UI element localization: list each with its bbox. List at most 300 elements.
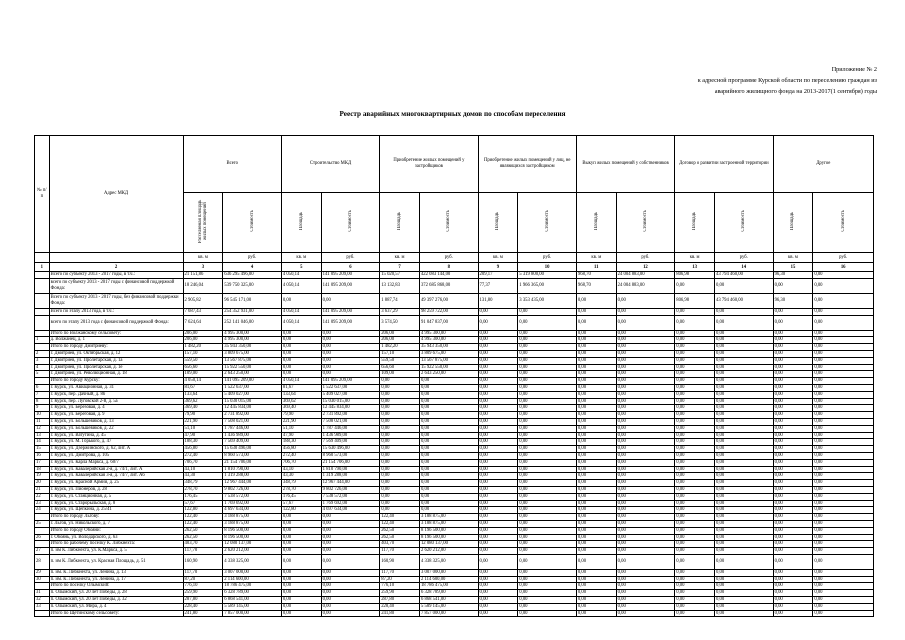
- value-cell: 0,00: [616, 293, 675, 308]
- value-cell: 0,00: [478, 452, 518, 459]
- value-cell: 0,00: [518, 466, 577, 473]
- value-cell: 1 787 446,00: [321, 425, 380, 432]
- value-cell: 0,00: [675, 534, 715, 541]
- value-cell: 0,00: [478, 480, 518, 487]
- value-cell: 0,00: [773, 459, 813, 466]
- row-number: 31: [35, 590, 50, 597]
- value-cell: 0,00: [616, 507, 675, 514]
- value-cell: 0,00: [478, 405, 518, 412]
- value-cell: 0,00: [380, 405, 420, 412]
- value-cell: 4 050,14: [281, 308, 321, 315]
- value-cell: 0,00: [478, 610, 518, 617]
- value-cell: 0,00: [813, 590, 874, 597]
- value-cell: 57,67: [183, 500, 223, 507]
- address-cell: всего по этапу 2013 года с финансовой поддержкой Фонда:: [49, 315, 183, 330]
- value-cell: 0,00: [419, 439, 478, 446]
- value-cell: 0,00: [773, 610, 813, 617]
- value-cell: 0,00: [714, 412, 773, 419]
- value-cell: 8 196 500,00: [223, 527, 282, 534]
- value-cell: 0,00: [813, 466, 874, 473]
- subheader-area: Площадь: [478, 193, 518, 253]
- value-cell: 0,00: [813, 293, 874, 308]
- value-cell: 0,00: [616, 534, 675, 541]
- value-cell: 0,00: [518, 357, 577, 364]
- value-cell: 0,00: [321, 597, 380, 604]
- value-cell: 122,80: [281, 507, 321, 514]
- value-cell: 206,00: [183, 330, 223, 337]
- value-cell: 141 095 209,00: [321, 378, 380, 385]
- value-cell: 0,00: [478, 398, 518, 405]
- value-cell: 0,00: [576, 308, 616, 315]
- value-cell: 0,00: [714, 315, 773, 330]
- value-cell: 0,00: [714, 384, 773, 391]
- value-cell: 278,70: [183, 486, 223, 493]
- value-cell: 0,00: [714, 439, 773, 446]
- value-cell: 0,00: [616, 350, 675, 357]
- value-cell: 0,00: [518, 610, 577, 617]
- value-cell: 0,00: [773, 330, 813, 337]
- value-cell: 87,20: [380, 576, 420, 583]
- value-cell: 0,00: [773, 486, 813, 493]
- value-cell: 0,00: [773, 597, 813, 604]
- value-cell: 0,00: [773, 576, 813, 583]
- value-cell: 4 050,14: [281, 315, 321, 330]
- row-number: 4: [35, 364, 50, 371]
- value-cell: 0,00: [813, 507, 874, 514]
- value-cell: 0,00: [380, 398, 420, 405]
- value-cell: 0,00: [281, 603, 321, 610]
- value-cell: 0,00: [675, 459, 715, 466]
- value-cell: 0,00: [576, 439, 616, 446]
- value-cell: 0,00: [675, 576, 715, 583]
- value-cell: 0,00: [813, 439, 874, 446]
- row-number: 17: [35, 459, 50, 466]
- value-cell: 2 905,82: [183, 293, 223, 308]
- row-number: 21: [35, 486, 50, 493]
- value-cell: 0,00: [714, 418, 773, 425]
- table-row: [35, 493, 874, 500]
- value-cell: 0,00: [518, 500, 577, 507]
- value-cell: 8 196 500,00: [223, 534, 282, 541]
- value-cell: 0,00: [380, 452, 420, 459]
- value-cell: 0,00: [321, 520, 380, 527]
- value-cell: 0,00: [518, 554, 577, 569]
- row-number: 5: [35, 371, 50, 378]
- value-cell: 0,00: [773, 452, 813, 459]
- value-cell: 0,00: [675, 330, 715, 337]
- value-cell: 0,00: [773, 418, 813, 425]
- address-cell: п. Олымский, ул. 20 лет Победы, д. 28: [49, 590, 183, 597]
- value-cell: 4 338 325,00: [223, 554, 282, 569]
- value-cell: 0,00: [281, 350, 321, 357]
- value-cell: 35 943 350,00: [419, 344, 478, 351]
- value-cell: 0,00: [616, 378, 675, 385]
- row-number: 13: [35, 432, 50, 439]
- column-number: 16: [813, 263, 874, 272]
- value-cell: 0,00: [518, 405, 577, 412]
- value-cell: 0,00: [419, 459, 478, 466]
- value-cell: 0,00: [773, 439, 813, 446]
- value-cell: 176,45: [281, 493, 321, 500]
- value-cell: 0,00: [478, 378, 518, 385]
- address-cell: г. Курск, ул. Дмитрова, д. 105: [49, 452, 183, 459]
- value-cell: 0,00: [380, 473, 420, 480]
- value-cell: 0,00: [773, 432, 813, 439]
- value-cell: 0,00: [616, 514, 675, 521]
- value-cell: 0,00: [518, 507, 577, 514]
- value-cell: 968,70: [576, 272, 616, 279]
- value-cell: 43 794 460,00: [714, 293, 773, 308]
- value-cell: 0,00: [576, 378, 616, 385]
- value-cell: 0,00: [714, 534, 773, 541]
- value-cell: 4 050,14: [281, 278, 321, 293]
- address-cell: г. Курск, ул. М. Горького, д. 47: [49, 439, 183, 446]
- value-cell: 0,00: [478, 439, 518, 446]
- value-cell: 0,00: [576, 425, 616, 432]
- value-cell: 0,00: [321, 364, 380, 371]
- value-cell: 13 132,83: [380, 278, 420, 293]
- value-cell: 0,00: [616, 590, 675, 597]
- value-cell: 0,00: [675, 480, 715, 487]
- address-cell: г. Дмитриев, ул. Революционная, д. 18: [49, 371, 183, 378]
- value-cell: 0,00: [518, 446, 577, 453]
- value-cell: 0,00: [813, 391, 874, 398]
- value-cell: 3 574,50: [380, 315, 420, 330]
- header-purchase-others: Приобретение жилых помещений у лиц, не являющихся застройщиком: [478, 136, 576, 193]
- address-cell: г. Курск, ул. Дзержинского, д. 62, лит. А: [49, 446, 183, 453]
- value-cell: 0,00: [773, 520, 813, 527]
- subheader-cost: Стоимость: [223, 193, 282, 253]
- value-cell: 0,00: [616, 548, 675, 555]
- value-cell: 47,90: [281, 432, 321, 439]
- value-cell: 0,00: [616, 583, 675, 590]
- value-cell: 3 007 000,00: [419, 569, 478, 576]
- value-cell: 1 810 790,00: [223, 466, 282, 473]
- value-cell: 77,37: [478, 278, 518, 293]
- value-cell: 18 246,04: [183, 278, 223, 293]
- value-cell: 0,00: [576, 398, 616, 405]
- value-cell: 0,00: [675, 398, 715, 405]
- row-number: 19: [35, 473, 50, 480]
- value-cell: 0,00: [321, 534, 380, 541]
- value-cell: 0,00: [321, 293, 380, 308]
- value-cell: 0,00: [675, 412, 715, 419]
- value-cell: 0,00: [321, 610, 380, 617]
- value-cell: 0,00: [714, 597, 773, 604]
- address-cell: г. Курск, ул. Старорыльская, д. 8: [49, 500, 183, 507]
- value-cell: 259,90: [183, 590, 223, 597]
- value-cell: 3 188 875,00: [419, 514, 478, 521]
- value-cell: 0,00: [518, 597, 577, 604]
- value-cell: 0,00: [813, 384, 874, 391]
- value-cell: 0,00: [773, 590, 813, 597]
- value-cell: 2 643 250,00: [419, 371, 478, 378]
- table-row: [35, 344, 874, 351]
- value-cell: 3 188 875,00: [223, 520, 282, 527]
- value-cell: 0,00: [478, 500, 518, 507]
- value-cell: 369,62: [183, 398, 223, 405]
- value-cell: 1 319 288,00: [223, 473, 282, 480]
- column-number: 8: [419, 263, 478, 272]
- address-cell: Итого по городу Дмитриеву:: [49, 344, 183, 351]
- value-cell: 0,00: [773, 278, 813, 293]
- value-cell: 0,00: [478, 432, 518, 439]
- value-cell: 131,80: [478, 293, 518, 308]
- value-cell: 0,00: [576, 371, 616, 378]
- value-cell: 122,40: [183, 520, 223, 527]
- address-cell: г. Дмитриев, ул. Октябрьская, д. 12: [49, 350, 183, 357]
- value-cell: 0,00: [576, 480, 616, 487]
- table-row: [35, 500, 874, 507]
- value-cell: 0,00: [714, 405, 773, 412]
- value-cell: 15 922 550,00: [419, 364, 478, 371]
- value-cell: 0,00: [675, 418, 715, 425]
- row-number: 18: [35, 466, 50, 473]
- value-cell: 0,00: [714, 590, 773, 597]
- value-cell: 1 522 637,00: [223, 384, 282, 391]
- table-row: [35, 293, 874, 308]
- value-cell: 539 750 325,00: [223, 278, 282, 293]
- address-cell: г. Курск, пер. Дачный, д. 8б: [49, 391, 183, 398]
- value-cell: 0,00: [675, 583, 715, 590]
- value-cell: 9 802 726,00: [321, 486, 380, 493]
- table-row: [35, 583, 874, 590]
- value-cell: 0,00: [518, 371, 577, 378]
- value-cell: 0,00: [714, 576, 773, 583]
- appendix-line-1: Приложение № 2: [831, 66, 877, 73]
- value-cell: 0,00: [576, 473, 616, 480]
- value-cell: 456,80: [281, 446, 321, 453]
- value-cell: 87,20: [183, 576, 223, 583]
- value-cell: 0,00: [576, 590, 616, 597]
- value-cell: 176,45: [183, 493, 223, 500]
- value-cell: 0,00: [419, 480, 478, 487]
- value-cell: 0,00: [321, 569, 380, 576]
- value-cell: 0,00: [813, 315, 874, 330]
- value-cell: 6 328 789,00: [223, 590, 282, 597]
- value-cell: 0,00: [419, 500, 478, 507]
- value-cell: 81,67: [281, 384, 321, 391]
- value-cell: 262,50: [183, 527, 223, 534]
- value-cell: 6 868 541,00: [223, 597, 282, 604]
- value-cell: 0,00: [714, 425, 773, 432]
- value-cell: 0,00: [380, 425, 420, 432]
- value-cell: 0,00: [616, 412, 675, 419]
- value-cell: 0,00: [478, 330, 518, 337]
- value-cell: 0,00: [675, 357, 715, 364]
- table-row: [35, 446, 874, 453]
- value-cell: 0,00: [576, 466, 616, 473]
- value-cell: 806,98: [675, 293, 715, 308]
- value-cell: 0,00: [773, 569, 813, 576]
- value-cell: 0,00: [675, 541, 715, 548]
- header-num: № п/п: [35, 136, 50, 253]
- value-cell: 8 960 573,00: [223, 452, 282, 459]
- value-cell: 0,00: [478, 459, 518, 466]
- row-number: 33: [35, 603, 50, 610]
- value-cell: 0,00: [675, 590, 715, 597]
- value-cell: 0,00: [576, 534, 616, 541]
- row-number: [35, 527, 50, 534]
- value-cell: 0,00: [419, 432, 478, 439]
- row-number: [35, 308, 50, 315]
- value-cell: 117,70: [183, 548, 223, 555]
- unit-cell: [35, 253, 50, 263]
- row-number: [35, 610, 50, 617]
- row-number: [35, 330, 50, 337]
- value-cell: 0,00: [616, 527, 675, 534]
- value-cell: 0,00: [518, 378, 577, 385]
- value-cell: 0,00: [380, 412, 420, 419]
- value-cell: 96 545 171,00: [223, 293, 282, 308]
- row-number: 26: [35, 534, 50, 541]
- value-cell: 160,90: [183, 554, 223, 569]
- subheader-area: Площадь: [675, 193, 715, 253]
- value-cell: 0,00: [419, 446, 478, 453]
- value-cell: 0,00: [813, 548, 874, 555]
- value-cell: 0,00: [518, 534, 577, 541]
- address-cell: г. Курск, ул. Станционная, д. 5: [49, 493, 183, 500]
- value-cell: 0,00: [518, 315, 577, 330]
- value-cell: 51,10: [281, 425, 321, 432]
- value-cell: 0,00: [813, 500, 874, 507]
- row-number: [35, 315, 50, 330]
- column-number: 10: [518, 263, 577, 272]
- value-cell: 0,00: [616, 357, 675, 364]
- value-cell: 0,00: [478, 569, 518, 576]
- value-cell: 0,00: [281, 610, 321, 617]
- value-cell: 0,00: [813, 432, 874, 439]
- unit-rub: руб.: [616, 253, 675, 263]
- row-number: [35, 378, 50, 385]
- value-cell: 2 620 212,00: [419, 548, 478, 555]
- value-cell: 0,00: [813, 452, 874, 459]
- value-cell: 0,00: [518, 514, 577, 521]
- value-cell: 0,00: [675, 548, 715, 555]
- row-number: [35, 514, 50, 521]
- value-cell: 0,00: [518, 473, 577, 480]
- value-cell: 0,00: [773, 357, 813, 364]
- value-cell: 0,00: [813, 520, 874, 527]
- value-cell: 241,80: [183, 610, 223, 617]
- value-cell: 7 857 000,00: [419, 610, 478, 617]
- value-cell: 369,40: [281, 405, 321, 412]
- value-cell: 0,00: [281, 576, 321, 583]
- value-cell: 0,00: [576, 315, 616, 330]
- row-number: 22: [35, 493, 50, 500]
- value-cell: 1 436 989,00: [321, 432, 380, 439]
- value-cell: 43 794 460,00: [714, 272, 773, 279]
- value-cell: 7 624,64: [183, 315, 223, 330]
- table-row: [35, 597, 874, 604]
- value-cell: 4 050,14: [183, 378, 223, 385]
- value-cell: 0,00: [419, 418, 478, 425]
- value-cell: 0,00: [616, 432, 675, 439]
- value-cell: 0,00: [773, 378, 813, 385]
- value-cell: 0,00: [518, 569, 577, 576]
- value-cell: 0,00: [714, 507, 773, 514]
- value-cell: 0,00: [773, 391, 813, 398]
- row-number: 15: [35, 446, 50, 453]
- value-cell: 7 538 572,00: [321, 493, 380, 500]
- value-cell: 0,00: [813, 610, 874, 617]
- value-cell: 12 080 137,00: [419, 541, 478, 548]
- row-number: 10: [35, 412, 50, 419]
- value-cell: 559,50: [183, 357, 223, 364]
- value-cell: 0,00: [518, 603, 577, 610]
- row-number: 24: [35, 507, 50, 514]
- value-cell: 0,00: [675, 405, 715, 412]
- table-row: [35, 278, 874, 293]
- value-cell: 13 567 875,00: [223, 357, 282, 364]
- table-row: [35, 412, 874, 419]
- value-cell: 0,00: [518, 541, 577, 548]
- value-cell: 0,00: [576, 514, 616, 521]
- value-cell: 5 409 027,00: [321, 391, 380, 398]
- unit-rub: руб.: [419, 253, 478, 263]
- subheader-cost: Стоимость: [419, 193, 478, 253]
- value-cell: 348,79: [183, 480, 223, 487]
- value-cell: 0,00: [380, 500, 420, 507]
- value-cell: 0,00: [813, 554, 874, 569]
- subheader-area: Площадь: [281, 193, 321, 253]
- value-cell: 0,00: [813, 459, 874, 466]
- column-number: 15: [773, 263, 813, 272]
- value-cell: 0,00: [616, 384, 675, 391]
- value-cell: 0,00: [419, 493, 478, 500]
- value-cell: 24 004 883,00: [616, 278, 675, 293]
- table-row: [35, 315, 874, 330]
- value-cell: 0,00: [773, 507, 813, 514]
- value-cell: 0,00: [576, 569, 616, 576]
- address-cell: г. Курск, ул. Ватутина, д. 45: [49, 432, 183, 439]
- value-cell: 0,00: [478, 446, 518, 453]
- value-cell: 0,00: [773, 583, 813, 590]
- value-cell: 1 522 637,00: [321, 384, 380, 391]
- subheader-area: Расселяемая площадь жилых помещений: [183, 193, 223, 253]
- value-cell: 0,00: [714, 520, 773, 527]
- value-cell: 0,00: [773, 364, 813, 371]
- value-cell: 43,30: [281, 473, 321, 480]
- header-other: Другое: [773, 136, 873, 193]
- value-cell: 2 114 600,00: [419, 576, 478, 583]
- value-cell: 79,90: [183, 412, 223, 419]
- value-cell: 0,00: [478, 493, 518, 500]
- value-cell: 0,00: [616, 308, 675, 315]
- table-row: [35, 337, 874, 344]
- value-cell: 0,00: [576, 391, 616, 398]
- value-cell: 0,00: [616, 569, 675, 576]
- value-cell: 0,00: [675, 554, 715, 569]
- address-cell: п. им. К. Либкнехта, ул. Ленина, д. 13: [49, 569, 183, 576]
- value-cell: 0,00: [714, 554, 773, 569]
- value-cell: 0,00: [576, 350, 616, 357]
- value-cell: 0,00: [321, 357, 380, 364]
- value-cell: 0,00: [813, 541, 874, 548]
- value-cell: 0,00: [576, 541, 616, 548]
- unit-area: кв. м: [773, 253, 813, 263]
- value-cell: 4 995 300,00: [419, 330, 478, 337]
- value-cell: 7 508 021,00: [223, 418, 282, 425]
- value-cell: 0,00: [518, 432, 577, 439]
- value-cell: 43,10: [183, 466, 223, 473]
- value-cell: 0,00: [518, 548, 577, 555]
- column-number: 3: [183, 263, 223, 272]
- value-cell: 0,00: [773, 337, 813, 344]
- value-cell: 12 080 137,00: [223, 541, 282, 548]
- value-cell: 259,90: [380, 590, 420, 597]
- value-cell: 0,00: [478, 371, 518, 378]
